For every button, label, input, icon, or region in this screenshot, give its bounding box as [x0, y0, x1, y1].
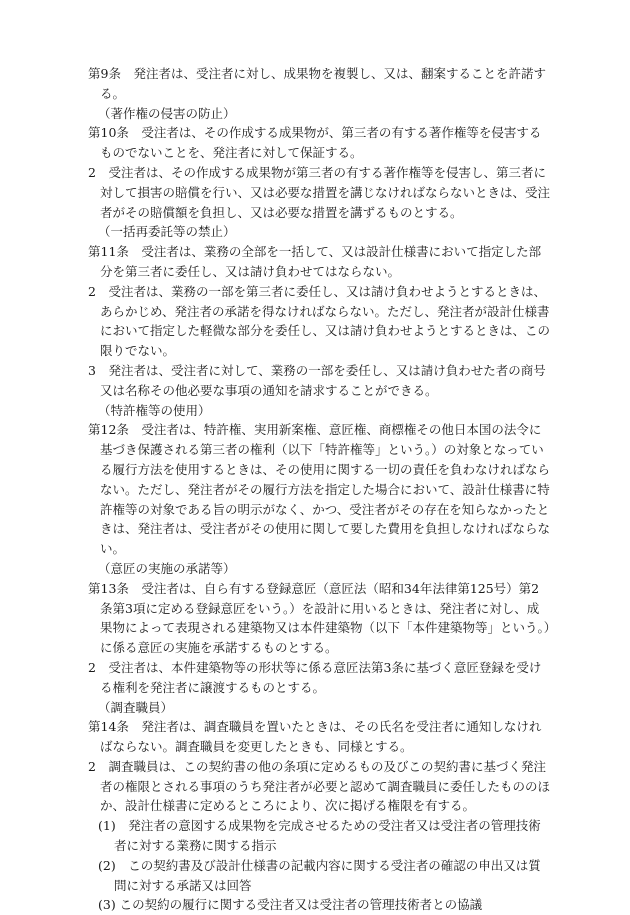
article-caption: （調査職員） [98, 699, 174, 715]
article-paragraph: 2 受注者は、業務の一部を第三者に委任し、又は請け負わせようとするときは、あらかじめ、発注者の承諾を得なければならない。ただし、発注者が設計仕様書において指定した軽微な部分を委任し、又は請け負わせようとするときは、この限りでない。 [88, 283, 551, 359]
article-caption: （著作権の侵害の防止） [98, 105, 236, 121]
article-paragraph: 第12条 受注者は、特許権、実用新案権、意匠権、商標権その他日本国の法令に基づき保護される第三者の権利（以下「特許権等」という。）の対象となっている履行方法を使用するときは、その使用に関する一切の責任を負わなければならない。ただし、発注者がその履行方法を指定した場合において、設計仕様書に特許権等の対象である旨の明示がなく、かつ、受注者がその存在を知らなかったときは、発注者は、受注者がその使用に関して要した費用を負担しなければならない。 [88, 422, 551, 557]
article-paragraph: 第13条 受注者は、自ら有する登録意匠（意匠法（昭和34年法律第125号）第2条第3項に定める登録意匠をいう。）を設計に用いるときは、発注者に対し、成果物によって表現される建築物又は本件建築物（以下「本件建築物等」という。）に係る意匠の実施を承諾するものとする。 [88, 580, 551, 656]
list-item: (3) この契約の履行に関する受注者又は受注者の管理技術者との協議 [98, 897, 483, 913]
article-paragraph: 2 受注者は、その作成する成果物が第三者の有する著作権等を侵害し、第三者に対して損害の賠償を行い、又は必要な措置を講じなければならないときは、受注者がその賠償額を負担し、又は必要な措置を講ずるものとする。 [88, 164, 551, 220]
article-paragraph: 第9条 発注者は、受注者に対し、成果物を複製し、又は、翻案することを許諾する。 [88, 66, 546, 101]
article-paragraph: 第14条 発注者は、調査職員を置いたときは、その氏名を受注者に通知しなければならない。調査職員を変更したときも、同様とする。 [88, 719, 542, 755]
list-item: (2) この契約書及び設計仕様書の記載内容に関する受注者の確認の申出又は質問に対する承諾又は回答 [98, 857, 541, 893]
list-item: (1) 発注者の意図する成果物を完成させるための受注者又は受注者の管理技術者に対する業務に関する指示 [98, 818, 541, 854]
article-caption: （一括再委託等の禁止） [98, 224, 236, 240]
article-paragraph: 第10条 受注者は、その作成する成果物が、第三者の有する著作権等を侵害するものでないことを、発注者に対して保証する。 [88, 125, 542, 161]
article-paragraph: 2 調査職員は、この契約書の他の条項に定めるもの及びこの契約書に基づく発注者の権限とされる事項のうち発注者が必要と認めて調査職員に委任したもののほか、設計仕様書に定めるところにより、次に掲げる権限を有する。 [88, 758, 551, 814]
article-caption: （特許権等の使用） [98, 402, 211, 418]
article-paragraph: 2 受注者は、本件建築物等の形状等に係る意匠法第3条に基づく意匠登録を受ける権利を発注者に譲渡するものとする。 [88, 659, 542, 695]
article-paragraph: 3 発注者は、受注者に対して、業務の一部を委任し、又は請け負わせた者の商号又は名称その他必要な事項の通知を請求することができる。 [88, 362, 546, 398]
article-paragraph: 第11条 受注者は、業務の全部を一括して、又は設計仕様書において指定した部分を第三者に委任し、又は請け負わせてはならない。 [88, 244, 542, 279]
article-caption: （意匠の実施の承諾等） [98, 560, 236, 576]
contract-document-body [88, 64, 550, 915]
